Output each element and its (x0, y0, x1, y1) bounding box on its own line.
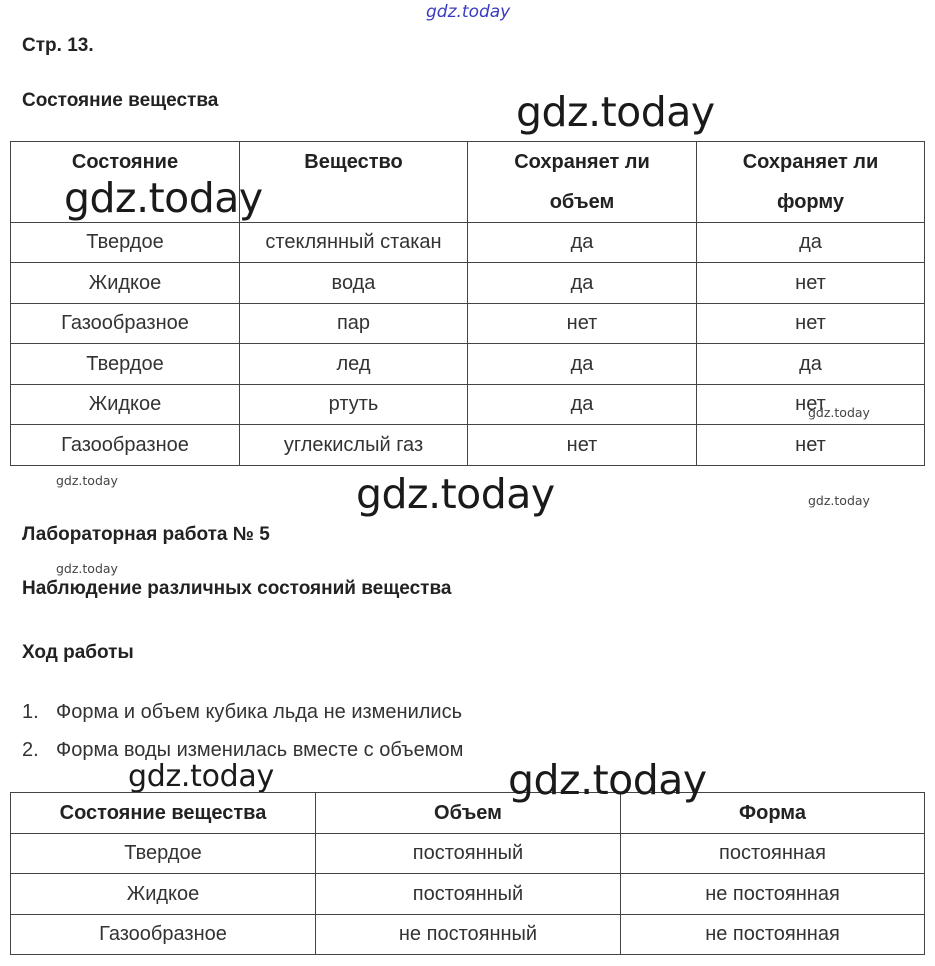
cell-substance: вода (240, 263, 468, 304)
watermark-top: gdz.today (426, 2, 511, 22)
cell-shape: нет (697, 425, 925, 466)
header-keeps-shape-line1: Сохраняет ли (742, 151, 879, 173)
section-title: Состояние вещества (22, 90, 219, 111)
table-row (11, 874, 925, 915)
list-item (22, 701, 462, 724)
cell-shape: нет (697, 385, 925, 425)
cell-volume: да (468, 263, 697, 304)
table-row (11, 304, 925, 344)
table-row (11, 344, 925, 385)
cell-state: Твердое (11, 344, 240, 385)
watermark-small: gdz.today (808, 405, 870, 420)
header-volume: Объем (316, 793, 621, 834)
cell-state: Твердое (11, 223, 240, 263)
header-substance-state: Состояние вещества (11, 793, 316, 834)
cell-state: Жидкое (11, 385, 240, 425)
lab-subtitle: Наблюдение различных состояний вещества (22, 578, 452, 599)
properties-table (10, 792, 925, 955)
watermark-large: gdz.today (508, 756, 707, 804)
cell-substance: стеклянный стакан (240, 223, 468, 263)
cell-shape: нет (697, 263, 925, 304)
cell-shape: нет (697, 304, 925, 344)
cell-substance: лед (240, 344, 468, 385)
watermark-large: gdz.today (516, 88, 715, 136)
watermark-small: gdz.today (56, 473, 118, 488)
step-text: Форма воды изменилась вместе с объемом (56, 739, 464, 761)
header-state-text: Состояние (71, 151, 179, 173)
cell-shape: да (697, 223, 925, 263)
properties-table-header-row (11, 793, 925, 834)
cell-substance: углекислый газ (240, 425, 468, 466)
cell-volume: да (468, 223, 697, 263)
cell-state: Твердое (11, 834, 316, 874)
cell-state: Газообразное (11, 304, 240, 344)
cell-volume: постоянный (316, 874, 621, 915)
step-text: Форма и объем кубика льда не изменились (56, 701, 463, 723)
cell-volume: постоянный (316, 834, 621, 874)
page-label: Стр. 13. (22, 35, 94, 56)
watermark-small: gdz.today (56, 561, 118, 576)
procedure-title: Ход работы (22, 642, 134, 663)
cell-substance: пар (240, 304, 468, 344)
header-shape: Форма (621, 793, 925, 834)
table-row (11, 915, 925, 955)
cell-shape: да (697, 344, 925, 385)
cell-shape: не постоянная (621, 915, 925, 955)
step-number: 2. (22, 739, 39, 761)
table-row (11, 263, 925, 304)
cell-volume: да (468, 344, 697, 385)
table-row (11, 223, 925, 263)
header-substance (240, 142, 468, 223)
cell-state: Жидкое (11, 874, 316, 915)
table-row (11, 385, 925, 425)
cell-state: Газообразное (11, 425, 240, 466)
cell-shape: не постоянная (621, 874, 925, 915)
header-keeps-volume-line1: Сохраняет ли (514, 151, 650, 173)
table-row (11, 834, 925, 874)
cell-volume: нет (468, 304, 697, 344)
watermark-large: gdz.today (64, 174, 263, 222)
header-substance-text: Вещество (304, 151, 403, 173)
cell-volume: нет (468, 425, 697, 466)
step-number: 1. (22, 701, 39, 723)
cell-volume: да (468, 385, 697, 425)
watermark-large: gdz.today (356, 470, 555, 518)
header-keeps-shape (697, 142, 925, 223)
watermark-small: gdz.today (808, 493, 870, 508)
cell-volume: не постоянный (316, 915, 621, 955)
header-keeps-volume-line2: объем (549, 191, 615, 213)
cell-state: Жидкое (11, 263, 240, 304)
lab-title: Лабораторная работа № 5 (22, 524, 270, 545)
table-row (11, 425, 925, 466)
cell-state: Газообразное (11, 915, 316, 955)
cell-shape: постоянная (621, 834, 925, 874)
header-keeps-volume (468, 142, 697, 223)
header-keeps-shape-line2: форму (776, 191, 845, 213)
cell-substance: ртуть (240, 385, 468, 425)
watermark-medium: gdz.today (128, 759, 274, 794)
